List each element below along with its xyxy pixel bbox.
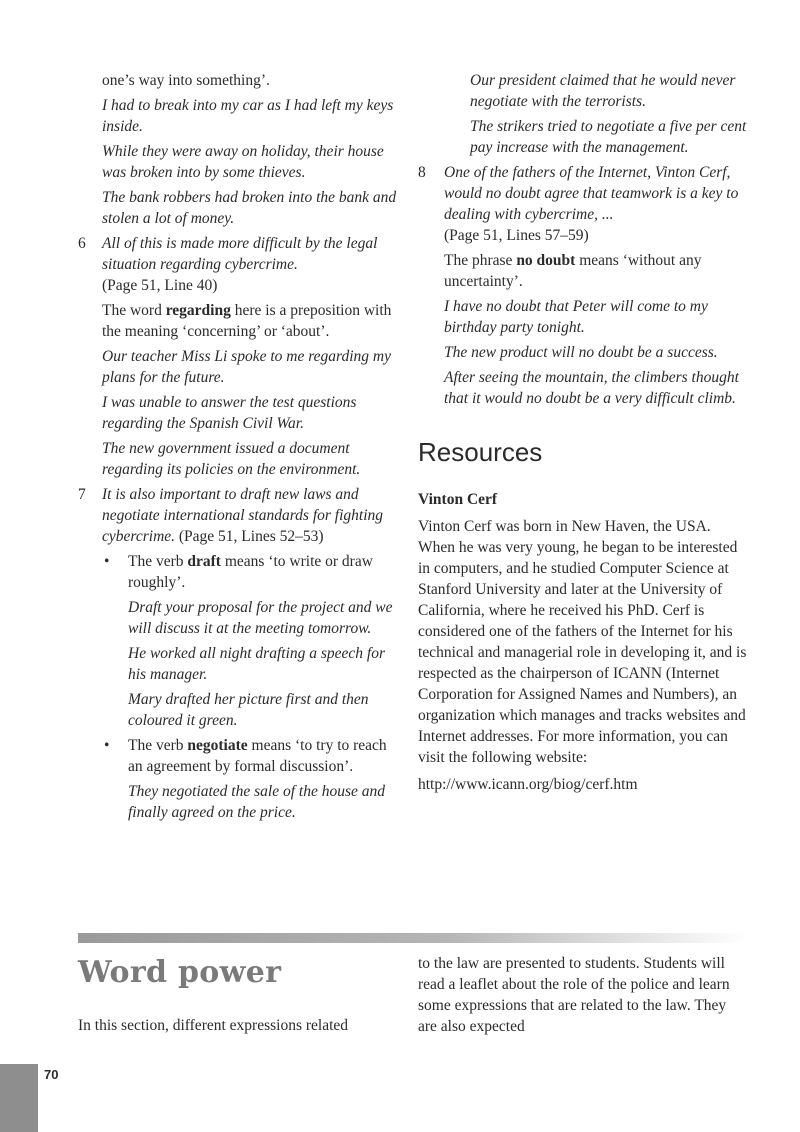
item-quote: All of this is made more difficult by the legal situation regarding cybercrime. xyxy=(102,235,378,273)
item-reference: (Page 51, Lines 57–59) xyxy=(444,227,589,244)
example-sentence: Mary drafted her picture first and then coloured it green. xyxy=(128,691,369,729)
word-power-heading: Word power xyxy=(78,955,282,990)
key-word: no doubt xyxy=(516,252,576,269)
key-word: regarding xyxy=(165,302,231,319)
resource-body: Vinton Cerf was born in New Haven, the USA. When he was very young, he began to be interested in computers, and he studied Computer Science at Stanford University and later at the University of California, where he received his PhD. Cerf is considered one of the fathers of the Internet for his technical and managerial role in developing it, and is respected as the chairperson of ICANN (Internet Corporation for Assigned Names and Numbers), an organization which manages and tracks websites and Internet addresses. For more information, you can visit the following website: xyxy=(418,518,747,766)
resource-url: http://www.icann.org/biog/cerf.htm xyxy=(418,776,638,793)
bullet-item-draft xyxy=(78,551,398,731)
example-sentence: I had to break into my car as I had left my keys inside. xyxy=(102,97,394,135)
example-sentence: After seeing the mountain, the climbers thought that it would no doubt be a very difficult climb. xyxy=(444,369,739,407)
example-sentence: I was unable to answer the test questions regarding the Spanish Civil War. xyxy=(102,394,357,432)
example-sentence: The new product will no doubt be a success. xyxy=(444,344,718,361)
example-sentence: I have no doubt that Peter will come to my birthday party tonight. xyxy=(444,298,708,336)
item-explanation: The verb draft means ‘to write or draw roughly’. xyxy=(128,553,373,591)
bullet-icon: • xyxy=(104,737,110,754)
item-number: 8 xyxy=(418,164,426,181)
bullet-icon: • xyxy=(104,553,110,570)
resource-title: Vinton Cerf xyxy=(418,491,498,508)
key-word: negotiate xyxy=(187,737,248,754)
page-number: 70 xyxy=(44,1067,59,1082)
item-reference: (Page 51, Lines 52–53) xyxy=(175,528,324,545)
item-quote: It is also important to draft new laws and negotiate international standards for fighting cybercrime. xyxy=(102,486,384,545)
item-reference: (Page 51, Line 40) xyxy=(102,277,218,294)
example-sentence: The new government issued a document regarding its policies on the environment. xyxy=(102,440,361,478)
resources-heading: Resources xyxy=(418,437,543,467)
left-column xyxy=(78,70,398,827)
example-sentence: The bank robbers had broken into the bank and stolen a lot of money. xyxy=(102,189,397,227)
word-power-intro-right: to the law are presented to students. Students will read a leaflet about the role of the police and learn some expressions that are related to the law. They are also expected xyxy=(418,955,730,1035)
bullet-item-negotiate xyxy=(78,735,398,823)
intro-definition: one’s way into something’. xyxy=(102,72,270,89)
example-sentence: They negotiated the sale of the house and finally agreed on the price. xyxy=(128,783,385,821)
page-tab-marker xyxy=(0,1064,38,1132)
section-divider xyxy=(78,933,748,943)
example-sentence: Our president claimed that he would never negotiate with the terrorists. xyxy=(470,72,736,110)
item-number: 6 xyxy=(78,235,86,252)
item-explanation: The phrase no doubt means ‘without any uncertainty’. xyxy=(444,252,702,290)
example-sentence: While they were away on holiday, their house was broken into by some thieves. xyxy=(102,143,384,181)
item-explanation: The verb negotiate means ‘to try to reach an agreement by formal discussion’. xyxy=(128,737,387,775)
vocab-item-8 xyxy=(418,162,748,409)
item-quote: One of the fathers of the Internet, Vinton Cerf, would no doubt agree that teamwork is a key to dealing with cybercrime, ... xyxy=(444,164,739,223)
vocab-item-7 xyxy=(78,484,398,547)
example-sentence: Draft your proposal for the project and we will discuss it at the meeting tomorrow. xyxy=(128,599,393,637)
example-sentence: The strikers tried to negotiate a five per cent pay increase with the management. xyxy=(470,118,747,156)
word-power-intro-left: In this section, different expressions related xyxy=(78,1017,349,1034)
right-column xyxy=(418,70,748,799)
item-explanation: The word regarding here is a preposition with the meaning ‘concerning’ or ‘about’. xyxy=(102,302,392,340)
item-number: 7 xyxy=(78,486,86,503)
vocab-item-6 xyxy=(78,233,398,480)
example-sentence: He worked all night drafting a speech for his manager. xyxy=(128,645,386,683)
key-word: draft xyxy=(187,553,221,570)
example-sentence: Our teacher Miss Li spoke to me regarding my plans for the future. xyxy=(102,348,392,386)
